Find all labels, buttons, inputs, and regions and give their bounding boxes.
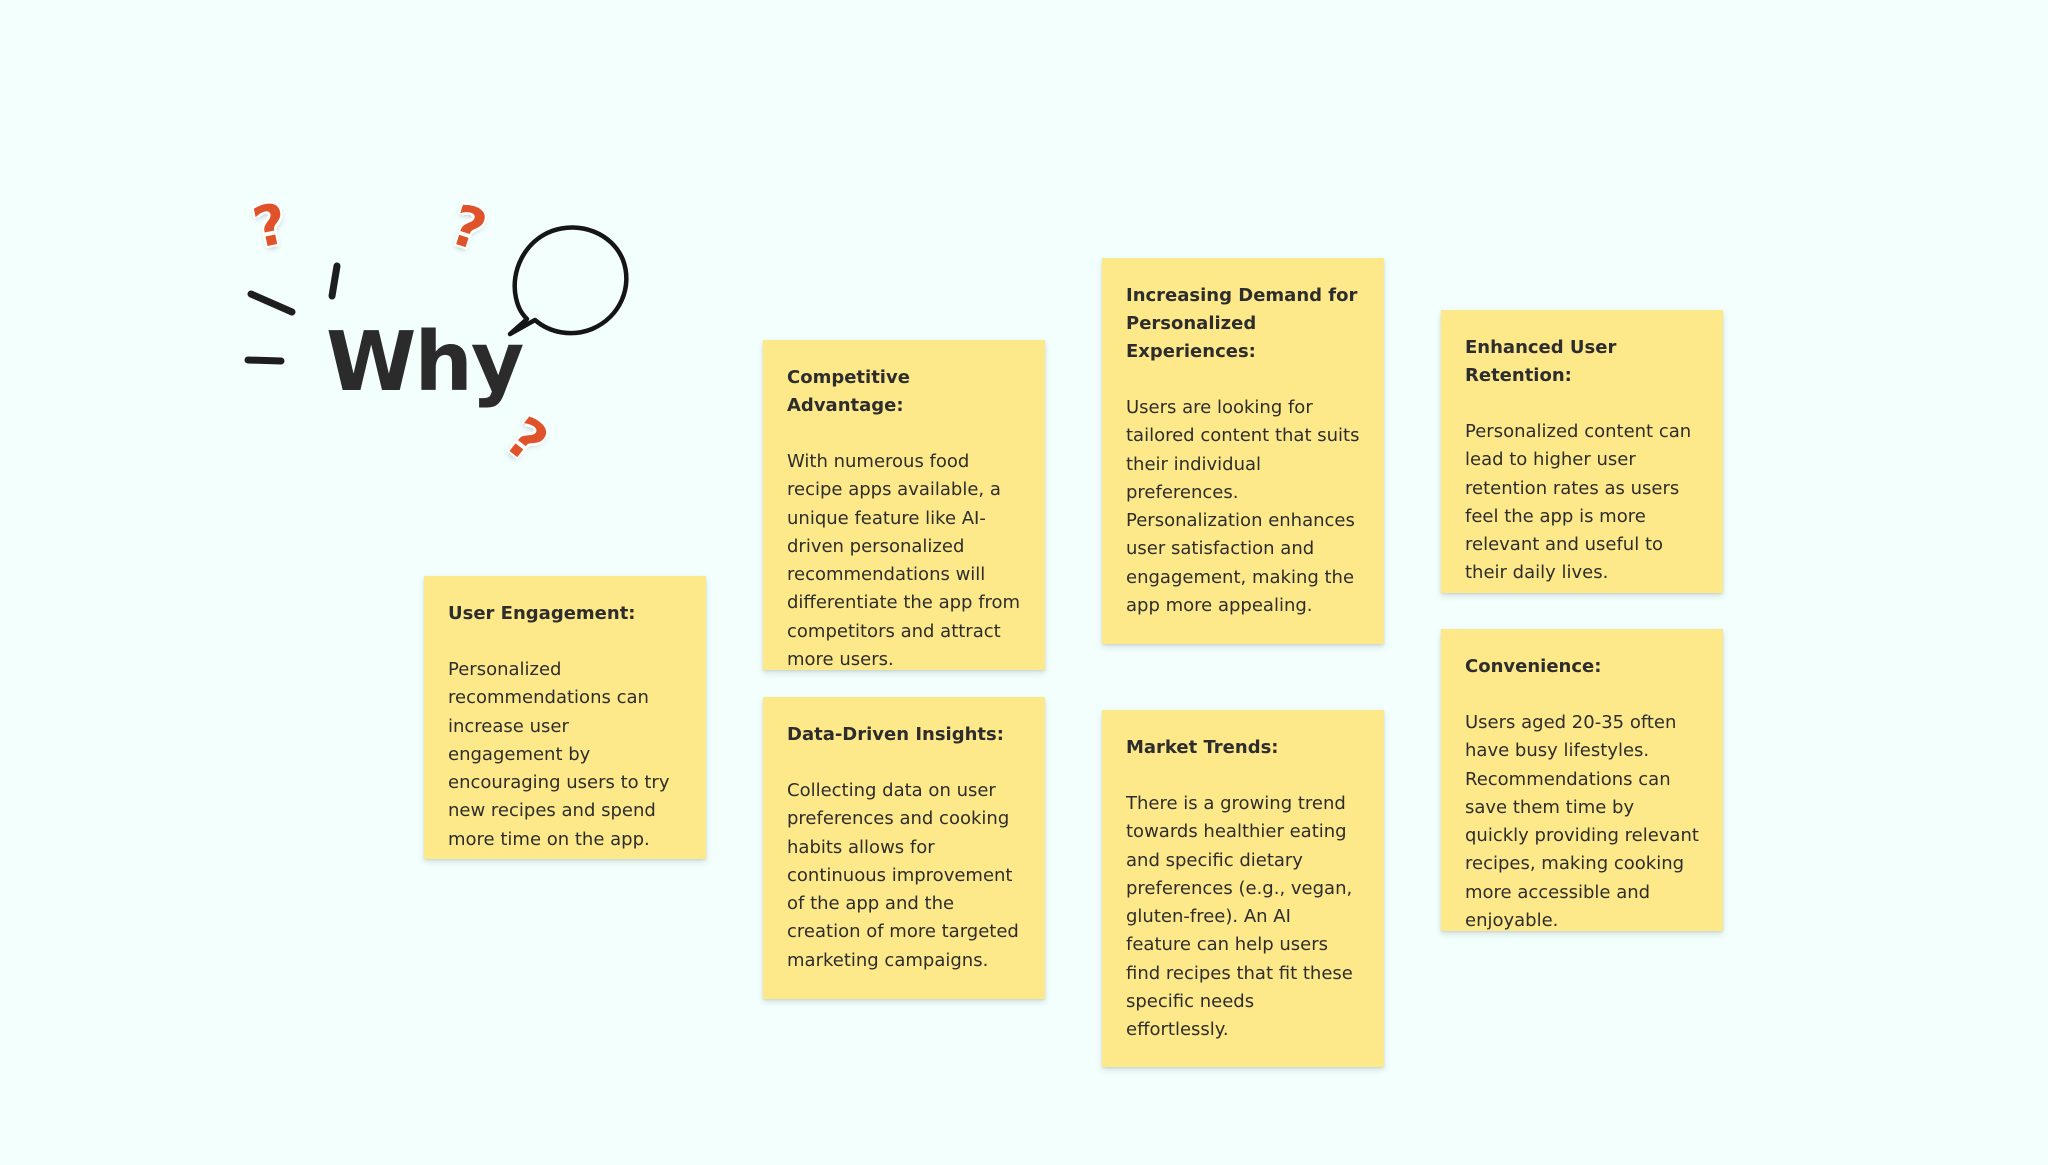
sticky-note-user-retention[interactable] <box>1441 310 1723 593</box>
sticky-note-competitive-advantage[interactable] <box>763 340 1045 670</box>
note-body: There is a growing trend towards healthier eating and specific dietary preferences (e.g., vegan, gluten-free). An AI feature can help users find recipes that fit these specific needs effortlessly. <box>1126 793 1353 1041</box>
note-title: User Engagement: <box>448 603 636 624</box>
note-title: Data-Driven Insights: <box>787 724 1004 745</box>
sticky-note-user-engagement[interactable] <box>424 576 706 859</box>
emphasis-strokes-icon <box>240 255 350 375</box>
sticky-note-market-trends[interactable] <box>1102 710 1384 1067</box>
sticky-note-personalized-experiences[interactable] <box>1102 258 1384 644</box>
why-heading: Why <box>326 315 523 410</box>
question-mark-icon: ? <box>247 191 293 262</box>
note-body: With numerous food recipe apps available, a unique feature like AI-driven personalized recommendations will differentiate the app from competitors and attract more users. <box>787 451 1021 671</box>
note-body: Collecting data on user preferences and cooking habits allows for continuous improvement of the app and the creation of more targeted marketing campaigns. <box>787 780 1019 971</box>
question-mark-icon: ? <box>493 404 560 477</box>
speech-bubble-icon <box>492 223 642 358</box>
note-body: Users are looking for tailored content that suits their individual preferences. Personalization enhances user satisfaction and engagement, making the app more appealing. <box>1126 397 1360 617</box>
question-mark-icon: ? <box>442 192 494 265</box>
sticky-note-convenience[interactable] <box>1441 629 1723 931</box>
note-title: Market Trends: <box>1126 737 1279 758</box>
note-title: Enhanced User Retention: <box>1465 337 1617 386</box>
note-title: Competitive Advantage: <box>787 367 910 416</box>
note-title: Convenience: <box>1465 656 1602 677</box>
sticky-note-data-driven-insights[interactable] <box>763 697 1045 999</box>
note-body: Personalized content can lead to higher user retention rates as users feel the app is more relevant and useful to their daily lives. <box>1465 421 1692 584</box>
note-body: Personalized recommendations can increase user engagement by encouraging users to try new recipes and spend more time on the app. <box>448 659 670 850</box>
note-body: Users aged 20-35 often have busy lifestyles. Recommendations can save them time by quickly providing relevant recipes, making cooking more accessible and enjoyable. <box>1465 712 1699 932</box>
note-title: Increasing Demand for Personalized Experiences: <box>1126 285 1358 362</box>
